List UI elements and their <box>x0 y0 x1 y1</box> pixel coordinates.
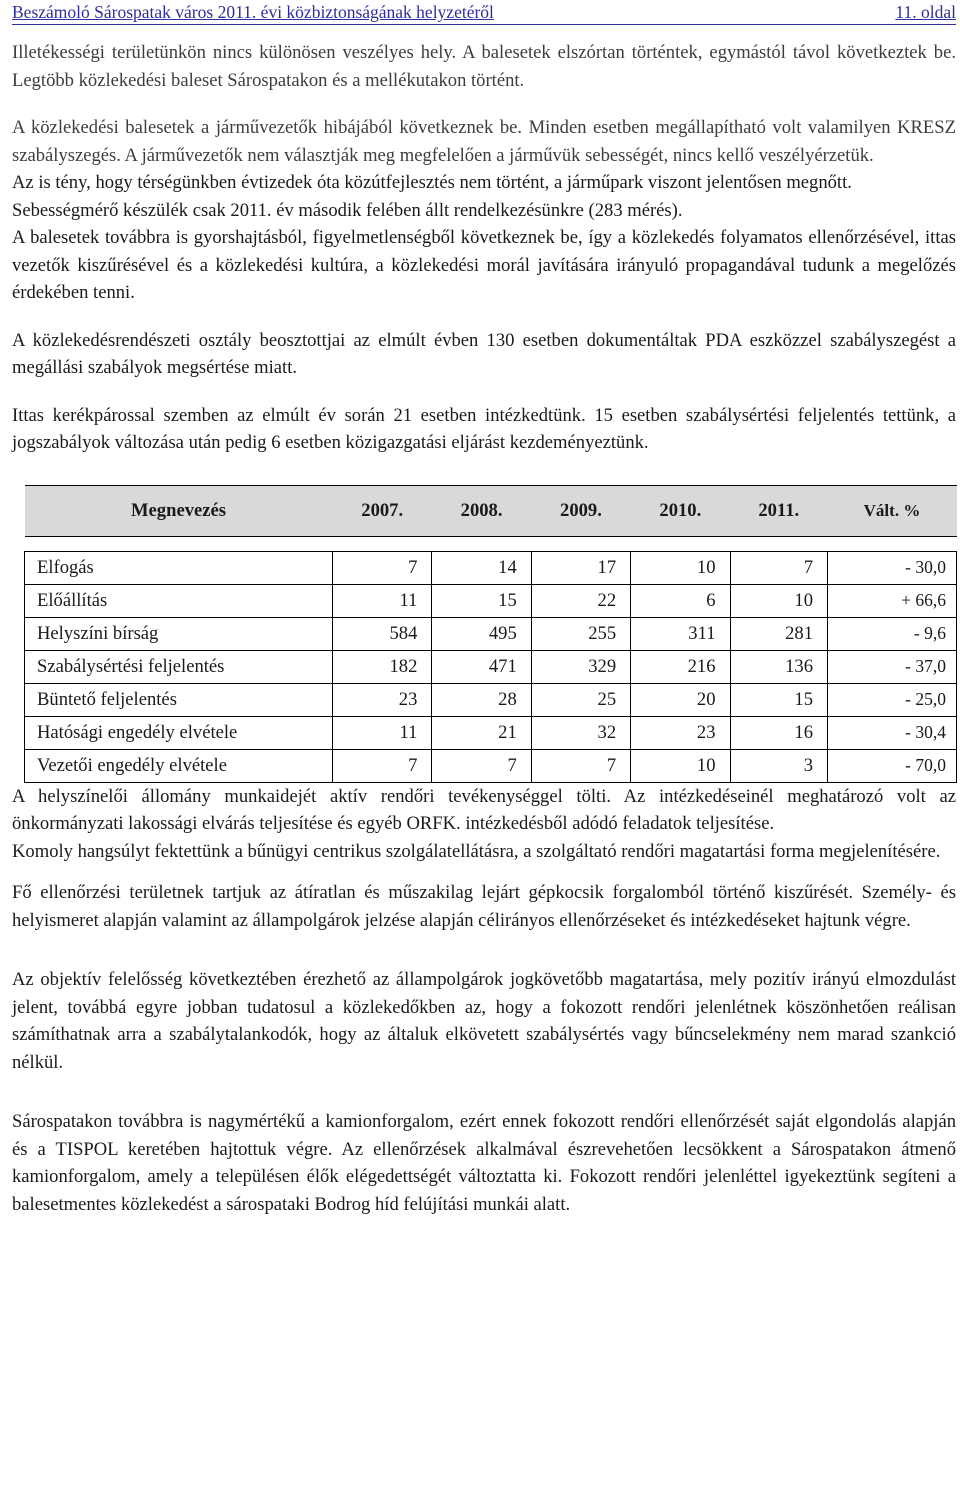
table-row <box>25 551 957 584</box>
table-cell: Helyszíni bírság <box>25 617 333 650</box>
table-cell: 15 <box>432 584 531 617</box>
table-cell: - 70,0 <box>827 749 956 782</box>
table-cell: 136 <box>730 650 827 683</box>
table-cell: Szabálysértési feljelentés <box>25 650 333 683</box>
table-cell: 7 <box>531 749 630 782</box>
table-cell: - 25,0 <box>827 683 956 716</box>
paragraph: Sebességmérő készülék csak 2011. év második felében állt rendelkezésünkre (283 mérés). <box>12 199 683 221</box>
column-header: 2008. <box>432 485 531 536</box>
table-cell: 32 <box>531 716 630 749</box>
table-cell: - 30,0 <box>827 551 956 584</box>
table-cell: 20 <box>631 683 730 716</box>
table-cell: 11 <box>333 716 432 749</box>
column-header: Vált. % <box>827 485 956 536</box>
statistics-table <box>24 485 957 783</box>
table-row <box>25 584 957 617</box>
table-cell: 10 <box>730 584 827 617</box>
table-row <box>25 716 957 749</box>
table-cell: 25 <box>531 683 630 716</box>
table-cell: 10 <box>631 551 730 584</box>
column-header: 2009. <box>531 485 630 536</box>
paragraph: A közlekedésrendészeti osztály beosztottjai az elmúlt évben 130 esetben dokumentáltak PDA eszközzel szabályszegést a megállási szabályok megsértése miatt. <box>12 329 956 378</box>
paragraph: Komoly hangsúlyt fektettünk a bűnügyi centrikus szolgálatellátásra, a szolgáltató rendőri magatartási forma megjelenítésére. <box>12 840 941 862</box>
table-cell: - 9,6 <box>827 617 956 650</box>
table-cell: 281 <box>730 617 827 650</box>
table-cell: 14 <box>432 551 531 584</box>
table-cell: - 37,0 <box>827 650 956 683</box>
table-cell: 7 <box>432 749 531 782</box>
table-cell: 6 <box>631 584 730 617</box>
table-cell: 15 <box>730 683 827 716</box>
table-cell: 216 <box>631 650 730 683</box>
table-cell: Hatósági engedély elvétele <box>25 716 333 749</box>
table-cell: Büntető feljelentés <box>25 683 333 716</box>
table-cell: 23 <box>333 683 432 716</box>
table-cell: 182 <box>333 650 432 683</box>
table-row <box>25 749 957 782</box>
document-page <box>12 0 956 1218</box>
column-header: 2007. <box>333 485 432 536</box>
table-cell: + 66,6 <box>827 584 956 617</box>
table-row <box>25 617 957 650</box>
table-cell: 10 <box>631 749 730 782</box>
table-cell: 28 <box>432 683 531 716</box>
table-cell: 3 <box>730 749 827 782</box>
table-row <box>25 683 957 716</box>
table-cell: 7 <box>333 749 432 782</box>
table-cell: 471 <box>432 650 531 683</box>
table-cell: - 30,4 <box>827 716 956 749</box>
paragraph: A közlekedési balesetek a járművezetők hibájából következnek be. Minden esetben megállapítható volt valamilyen KRESZ szabályszegés. A járművezetők nem választják meg megfelelően a járművük sebességét, nincs kellő veszélyérzetük. <box>12 117 956 166</box>
paragraph: Az objektív felelősség következtében érezhető az állampolgárok jogkövetőbb magatartása, mely pozitív irányú elmozdulást jelent, továbbá egyre jobban tudatosul a közlekedőkben az, hogy a fokozott rendőri jelenlétnek köszönhetően reálisan számíthatnak arra a szabálytalankodók, hogy az általuk elkövetett szabálysértés vagy bűncselekmény nem marad szankció nélkül. <box>12 969 956 1073</box>
paragraph: A helyszínelői állomány munkaidejét aktív rendőri tevékenységgel tölti. Az intézkedéseinél meghatározó volt az önkormányzati lakossági elvárás teljesítése és egyéb ORFK. intézkedésből adódó feladatok teljesítése. <box>12 785 956 834</box>
header-title: Beszámoló Sárospatak város 2011. évi közbiztonságának helyzetéről <box>12 2 494 22</box>
document-body <box>12 39 956 1218</box>
table-cell: 21 <box>432 716 531 749</box>
column-header: Megnevezés <box>25 485 333 536</box>
table-cell: 255 <box>531 617 630 650</box>
table-cell: 584 <box>333 617 432 650</box>
table-cell: 16 <box>730 716 827 749</box>
column-header: 2011. <box>730 485 827 536</box>
table-cell: 329 <box>531 650 630 683</box>
paragraph: Illetékességi területünkön nincs különösen veszélyes hely. A balesetek elszórtan történtek, egymástól távol következtek be. Legtöbb közlekedési baleset Sárospatakon és a mellékutakon történt. <box>12 42 956 91</box>
table-header-row <box>25 485 957 536</box>
header-page-number: 11. oldal <box>895 2 956 22</box>
paragraph: Ittas kerékpárossal szemben az elmúlt év során 21 esetben intézkedtünk. 15 esetben szabálysértési feljelentés tettünk, a jogszabályok változása után pedig 6 esetben közigazgatási eljárást kezdeményeztünk. <box>12 404 956 453</box>
table-cell: 17 <box>531 551 630 584</box>
table-row <box>25 650 957 683</box>
table-cell: 7 <box>730 551 827 584</box>
table-cell: 7 <box>333 551 432 584</box>
page-header <box>12 0 956 25</box>
table-cell: 22 <box>531 584 630 617</box>
table-cell: 23 <box>631 716 730 749</box>
table-cell: Vezetői engedély elvétele <box>25 749 333 782</box>
paragraph: Sárospatakon továbbra is nagymértékű a kamionforgalom, ezért ennek fokozott rendőri ellenőrzését saját elgondolás alapján és a TISPOL keretében hajtottuk végre. Az ellenőrzések alkalmával észrevehetően lecsökkent a Sárospatakon átmenő kamionforgalom, amely a településen élők elégedettségét változtatta ki. Fokozott rendőri jelenléttel igyekeztünk segíteni a balesetmentes közlekedést a sárospataki Bodrog híd felújítási munkái alatt. <box>12 1111 956 1215</box>
paragraph: Az is tény, hogy térségünkben évtizedek óta közútfejlesztés nem történt, a járműpark viszont jelentősen megnőtt. <box>12 172 852 193</box>
table-cell: 495 <box>432 617 531 650</box>
table-cell: Előállítás <box>25 584 333 617</box>
table-cell: Elfogás <box>25 551 333 584</box>
table-cell: 311 <box>631 617 730 650</box>
table-cell: 11 <box>333 584 432 617</box>
column-header: 2010. <box>631 485 730 536</box>
paragraph: Fő ellenőrzési területnek tartjuk az átíratlan és műszakilag lejárt gépkocsik forgalomból történő kiszűrését. Személy- és helyismeret alapján valamint az állampolgárok jelzése alapján célirányos ellenőrzéseket és intézkedéseket hajtunk végre. <box>12 882 956 931</box>
paragraph: A balesetek továbbra is gyorshajtásból, figyelmetlenségből következnek be, így a közlekedés folyamatos ellenőrzésével, ittas vezetők kiszűrésével és a közlekedési kultúra, a közlekedési morál javítására irányuló propagandával tudunk a megelőzés érdekében tenni. <box>12 227 956 303</box>
